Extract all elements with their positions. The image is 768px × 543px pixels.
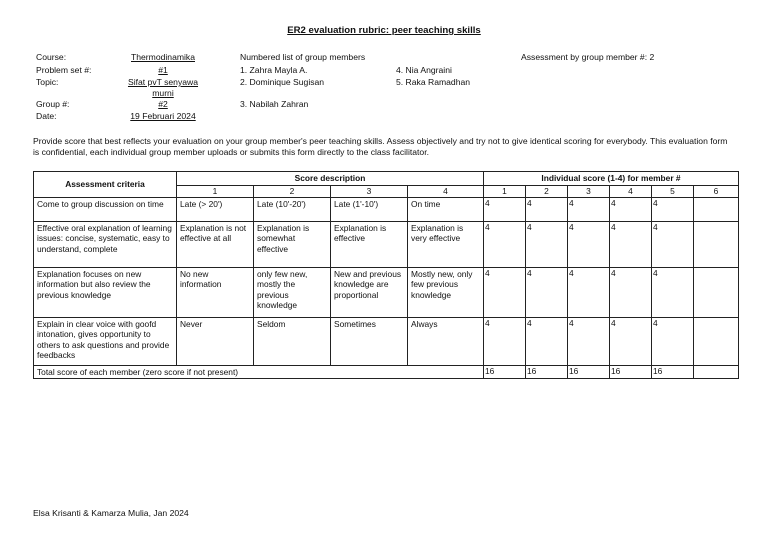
criteria-header: Assessment criteria	[34, 172, 177, 198]
score-level: 3	[331, 185, 408, 197]
table-row	[34, 197, 739, 221]
description-cell: Never	[177, 317, 254, 365]
score-cell[interactable]: 4	[526, 197, 568, 221]
criteria-cell: Explain in clear voice with goofd intonation, gives opportunity to others to ask questions and provide feedbacks	[34, 317, 177, 365]
member-number: 6	[694, 185, 739, 197]
criteria-cell: Explanation focuses on new information but also review the previous knowledge	[34, 267, 177, 317]
total-cell[interactable]: 16	[568, 365, 610, 379]
description-cell: Explanation is not effective at all	[177, 221, 254, 267]
description-cell: Sometimes	[331, 317, 408, 365]
date-value: 19 Februari 2024	[130, 111, 196, 121]
total-cell[interactable]	[694, 365, 739, 379]
info-labels	[36, 52, 91, 124]
score-cell[interactable]: 4	[610, 197, 652, 221]
criteria-cell: Effective oral explanation of learning issues: concise, systematic, easy to understand, complete	[34, 221, 177, 267]
problem-label: Problem set #:	[36, 64, 92, 75]
score-level: 4	[408, 185, 484, 197]
description-cell: only few new, mostly the previous knowledge	[254, 267, 331, 317]
member-item: 4. Nia Angraini	[396, 64, 452, 75]
topic-value: Sifat pvT senyawa murni	[127, 77, 199, 98]
criteria-cell: Come to group discussion on time	[34, 197, 177, 221]
member-number: 4	[610, 185, 652, 197]
score-cell[interactable]: 4	[652, 317, 694, 365]
score-cell[interactable]: 4	[526, 317, 568, 365]
score-cell[interactable]: 4	[568, 267, 610, 317]
score-cell[interactable]: 4	[526, 221, 568, 267]
course-value: Thermodinamika	[131, 52, 195, 62]
individual-score-header: Individual score (1-4) for member #	[484, 172, 739, 186]
total-cell[interactable]: 16	[526, 365, 568, 379]
score-cell[interactable]	[694, 197, 739, 221]
total-label: Total score of each member (zero score if not present)	[34, 365, 484, 379]
group-label: Group #:	[36, 98, 70, 109]
description-cell: No new information	[177, 267, 254, 317]
description-cell: Late (> 20')	[177, 197, 254, 221]
date-label: Date:	[36, 111, 57, 121]
score-cell[interactable]: 4	[568, 317, 610, 365]
score-cell[interactable]: 4	[484, 197, 526, 221]
problem-value: #1	[158, 64, 168, 75]
score-cell[interactable]: 4	[568, 197, 610, 221]
score-cell[interactable]: 4	[484, 317, 526, 365]
score-cell[interactable]: 4	[484, 267, 526, 317]
score-cell[interactable]	[694, 317, 739, 365]
course-label: Course:	[36, 52, 67, 62]
description-cell: Explanation is somewhat effective	[254, 221, 331, 267]
description-cell: Explanation is very effective	[408, 221, 484, 267]
member-number: 2	[526, 185, 568, 197]
score-cell[interactable]: 4	[610, 317, 652, 365]
score-cell[interactable]: 4	[652, 221, 694, 267]
total-cell[interactable]: 16	[484, 365, 526, 379]
member-item: 5. Raka Ramadhan	[396, 77, 471, 87]
description-cell: Mostly new, only few previous knowledge	[408, 267, 484, 317]
total-cell[interactable]: 16	[610, 365, 652, 379]
score-cell[interactable]: 4	[484, 221, 526, 267]
document-title: ER2 evaluation rubric: peer teaching skills	[287, 25, 481, 36]
description-cell: Always	[408, 317, 484, 365]
group-value: #2	[158, 98, 168, 109]
score-level: 1	[177, 185, 254, 197]
table-row	[34, 317, 739, 365]
score-cell[interactable]: 4	[652, 197, 694, 221]
total-row	[34, 365, 739, 379]
table-row	[34, 267, 739, 317]
member-number: 1	[484, 185, 526, 197]
member-number: 5	[652, 185, 694, 197]
member-item: 1. Zahra Mayla A.	[240, 64, 308, 75]
description-cell: Late (1'-10')	[331, 197, 408, 221]
description-cell: On time	[408, 197, 484, 221]
assessment-by: Assessment by group member #: 2	[521, 52, 655, 62]
score-level: 2	[254, 185, 331, 197]
info-values	[118, 52, 208, 124]
description-cell: Late (10'-20')	[254, 197, 331, 221]
score-cell[interactable]: 4	[610, 221, 652, 267]
table-row	[34, 221, 739, 267]
score-cell[interactable]: 4	[610, 267, 652, 317]
score-cell[interactable]	[694, 267, 739, 317]
score-cell[interactable]	[694, 221, 739, 267]
description-cell: New and previous knowledge are proportional	[331, 267, 408, 317]
rubric-table	[33, 171, 739, 379]
score-cell[interactable]: 4	[568, 221, 610, 267]
score-cell[interactable]: 4	[526, 267, 568, 317]
members-heading: Numbered list of group members	[240, 52, 366, 62]
description-cell: Explanation is effective	[331, 221, 408, 267]
score-cell[interactable]: 4	[652, 267, 694, 317]
footer-credit: Elsa Krisanti & Kamarza Mulia, Jan 2024	[33, 508, 189, 518]
topic-label: Topic:	[36, 77, 59, 87]
total-cell[interactable]: 16	[652, 365, 694, 379]
member-item: 3. Nabilah Zahran	[240, 98, 309, 109]
description-cell: Seldom	[254, 317, 331, 365]
score-description-header: Score description	[177, 172, 484, 186]
member-number: 3	[568, 185, 610, 197]
instructions-text: Provide score that best reflects your evaluation on your group member's peer teaching skills. Assess objectively and try not to give identical scoring for everybody. This evaluation form is confidential, each individual group member uploads or submits this form directly to the class facilitator.	[33, 136, 728, 157]
member-item: 2. Dominique Sugisan	[240, 77, 325, 87]
